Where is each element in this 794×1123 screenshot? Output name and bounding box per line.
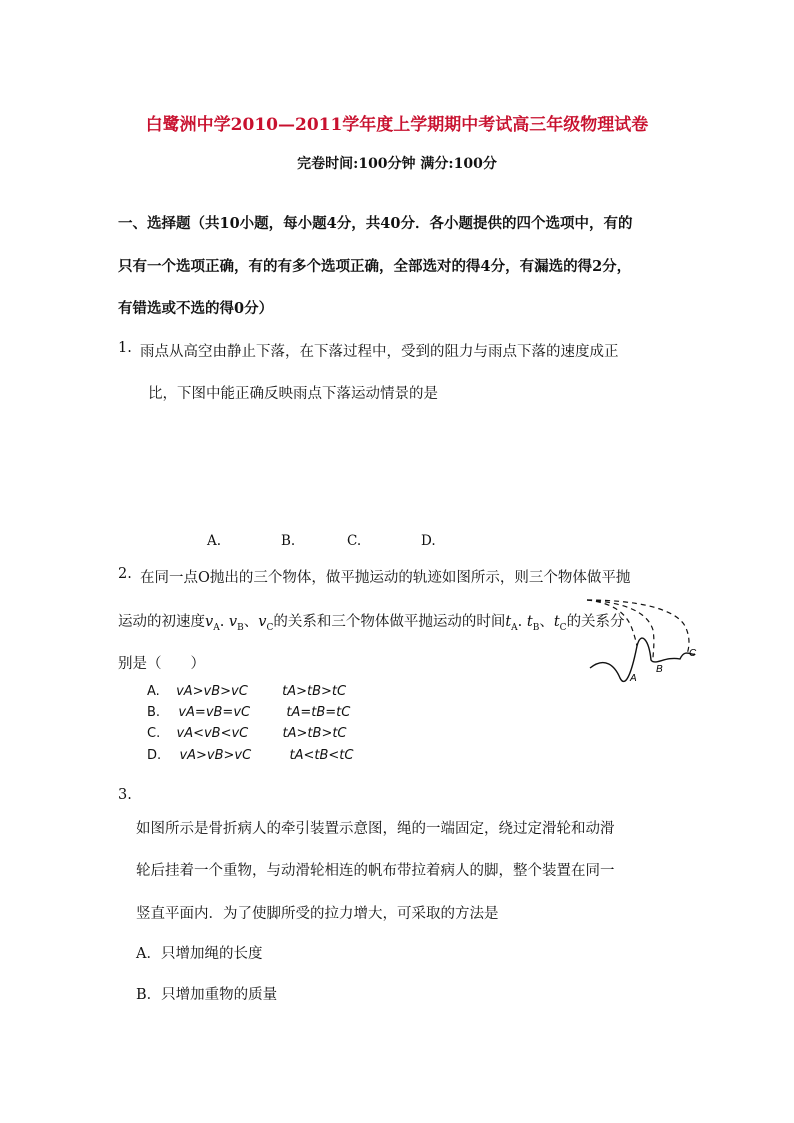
q1-choice-a: A. bbox=[207, 533, 222, 549]
label-b: B bbox=[656, 664, 663, 675]
option-v-relation: vA>vB>vC bbox=[179, 748, 252, 763]
q1-line2: 比，下图中能正确反映雨点下落运动情景的是 bbox=[148, 386, 438, 402]
label-c: C bbox=[689, 648, 697, 659]
q2-line2-a: 运动的初速度 bbox=[118, 614, 205, 630]
q2-option-d bbox=[147, 748, 353, 763]
q2-line1: 在同一点O抛出的三个物体，做平抛运动的轨迹如图所示，则三个物体做平抛 bbox=[140, 570, 631, 586]
section1-line1: 一、选择题（共10小题，每小题4分，共40分．各小题提供的四个选项中，有的 bbox=[118, 215, 633, 232]
q2-option-b bbox=[147, 705, 350, 720]
section1-line2: 只有一个选项正确，有的有多个选项正确，全部选对的得4分，有漏选的得2分， bbox=[118, 258, 632, 275]
q2-option-a bbox=[147, 684, 346, 699]
option-v-relation: vA=vB=vC bbox=[178, 705, 251, 720]
sep: 、 bbox=[539, 614, 554, 630]
q1-line1: 雨点从高空由静止下落，在下落过程中，受到的阻力与雨点下落的速度成正 bbox=[140, 344, 619, 360]
sep: 、 bbox=[243, 614, 259, 630]
option-label: B. bbox=[147, 705, 161, 720]
sub-b: B bbox=[532, 622, 540, 633]
exam-title: 白鹭洲中学2010—2011学年度上学期期中考试高三年级物理试卷 bbox=[145, 115, 649, 135]
label-a: A bbox=[630, 673, 637, 684]
option-label: D. bbox=[147, 748, 162, 763]
section1-line3: 有错选或不选的得0分） bbox=[118, 300, 274, 317]
ground-curve bbox=[590, 638, 695, 681]
option-label: A. bbox=[147, 684, 160, 699]
q2-option-c bbox=[147, 726, 347, 741]
trajectory-c bbox=[587, 600, 689, 654]
q2-line2-b: 的关系和三个物体做平抛运动的时间 bbox=[273, 614, 506, 630]
var-t-b: t bbox=[526, 614, 533, 630]
sep: . bbox=[219, 614, 225, 630]
var-v-a: v bbox=[205, 614, 214, 630]
sub-b: B bbox=[237, 622, 244, 633]
var-v-b: v bbox=[228, 614, 238, 630]
trajectory-a bbox=[587, 600, 637, 646]
option-t-relation: tA=tB=tC bbox=[286, 705, 351, 720]
q1-choice-c: C. bbox=[347, 533, 362, 549]
q3-line3: 竖直平面内．为了使脚所受的拉力增大，可采取的方法是 bbox=[136, 906, 499, 922]
sep: . bbox=[517, 614, 523, 630]
q1-number: 1. bbox=[118, 340, 132, 356]
q2-line2-c: 的关系分 bbox=[566, 614, 625, 630]
option-v-relation: vA>vB>vC bbox=[176, 684, 248, 699]
trajectory-b bbox=[587, 600, 654, 658]
option-label: C. bbox=[147, 726, 161, 741]
option-t-relation: tA>tB>tC bbox=[282, 684, 347, 699]
q3-line1: 如图所示是骨折病人的牵引装置示意图，绳的一端固定，绕过定滑轮和动滑 bbox=[136, 821, 615, 837]
trajectory-figure bbox=[585, 596, 715, 690]
sub-c: C bbox=[559, 622, 567, 633]
q1-choice-b: B. bbox=[281, 533, 296, 549]
q3-option-b: B．只增加重物的质量 bbox=[136, 987, 278, 1003]
sub-a: A bbox=[213, 622, 220, 633]
var-t-c: t bbox=[553, 614, 560, 630]
var-t-a: t bbox=[505, 614, 512, 630]
var-v-c: v bbox=[258, 614, 267, 630]
sub-a: A bbox=[511, 622, 518, 633]
option-t-relation: tA>tB>tC bbox=[282, 726, 347, 741]
option-t-relation: tA<tB<tC bbox=[289, 748, 354, 763]
q2-number: 2. bbox=[118, 566, 132, 582]
exam-subtitle: 完卷时间:100分钟 满分:100分 bbox=[297, 156, 497, 172]
q3-line2: 轮后挂着一个重物，与动滑轮相连的帆布带拉着病人的脚，整个装置在同一 bbox=[136, 863, 615, 879]
sub-c: C bbox=[266, 622, 274, 633]
q2-line2 bbox=[118, 610, 625, 633]
q3-number: 3. bbox=[118, 787, 132, 803]
q1-choice-d: D. bbox=[421, 533, 436, 549]
q3-option-a: A．只增加绳的长度 bbox=[136, 946, 263, 962]
option-v-relation: vA<vB<vC bbox=[176, 726, 249, 741]
q2-line3: 别是（ ） bbox=[118, 656, 205, 672]
